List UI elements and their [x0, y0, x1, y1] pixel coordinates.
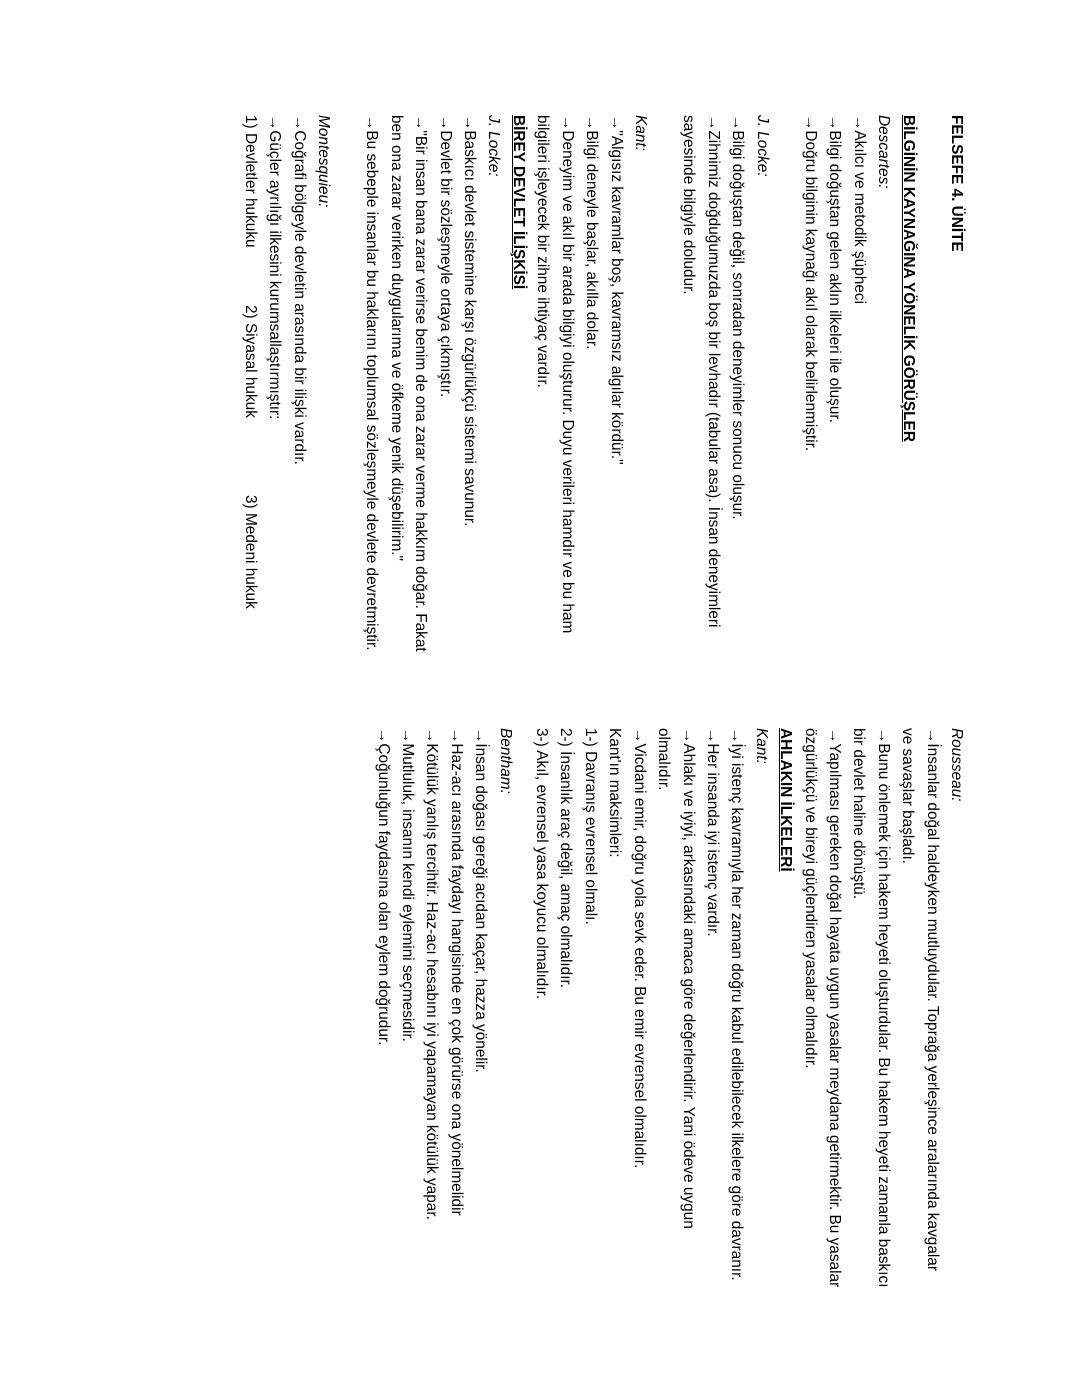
- locke-point-1: →Bilgi doğuştan değil, sonradan deneyimler sonucu oluşur.: [729, 115, 747, 520]
- section-heading-individual-state: BİREY DEVLET İLİŞKİSİ: [509, 115, 527, 290]
- bentham-point-3: →Kötülük yanlış tercihtir. Haz-acı hesabını iyi yapamayan kötülük yapar.: [423, 728, 441, 1220]
- bentham-point-1: →İnsan doğası gereği acıdan kaçar, hazza yönelir.: [472, 728, 490, 1073]
- montesquieu-point-2: →Güçler ayrılığı ilkesini kurumsallaştırmıştır:: [266, 115, 284, 420]
- ethics-kant-point-4: →Vicdani emir, doğru yola sevk eder. Bu emir evrensel olmalıdır.: [630, 728, 648, 1169]
- law-type-3: 3) Medeni hukuk: [241, 495, 259, 609]
- philosopher-locke: J. Locke:: [753, 115, 771, 177]
- state-point-4: →Bu sebeple insanlar bu haklarını toplumsal sözleşmeyle devlete devretmiştir.: [363, 115, 381, 651]
- kant-point-1: →"Algısız kavramlar boş, kavramsız algılar kördür.": [607, 115, 625, 465]
- philosopher-rousseau: Rousseau:: [948, 728, 965, 802]
- section-heading-knowledge-source: BİLGİNİN KAYNAĞINA YÖNELİK GÖRÜŞLER: [899, 115, 917, 442]
- left-column: [237, 115, 968, 660]
- ethics-kant-point-1: →İyi istenç kavramıyla her zaman doğru kabul edilebilecek ilkelere göre davranır.: [728, 728, 746, 1281]
- section-heading-ethics: AHLAKIN İLKELERİ: [777, 728, 795, 872]
- law-types-row: [237, 115, 261, 660]
- rousseau-point-1: →İnsanlar doğal haldeyken mutluydular. Toprağa yerleşince aralarında kavgalar ve savaşlar başladı.: [899, 728, 941, 1271]
- philosopher-kant: Kant:: [631, 115, 649, 151]
- kant-maxim-1: 1-) Davranış evrensel olmalı.: [581, 728, 599, 925]
- bentham-point-5: →Çoğunluğun faydasına olan eylem doğrudur.: [374, 728, 392, 1046]
- rousseau-point-3: →Yapılması gereken doğal hayata uygun yasalar meydana getirmektir. Bu yasalar özgürlükçü ve bireyi güçlendiren yasalar olmalıdır.: [801, 728, 843, 1288]
- descartes-point-1: →Akılcı ve metodik şüpheci: [850, 115, 868, 305]
- bentham-point-4: →Mutluluk, insanın kendi eylemini seçmesidir.: [399, 728, 417, 1042]
- philosopher-montesquieu: Montesquieu:: [315, 115, 333, 208]
- kant-maxim-3: 3-) Akıl, evrensel yasa koyucu olmalıdır.: [533, 728, 551, 1000]
- state-point-2: →Devlet bir sözleşmeyle ortaya çıkmıştır.: [436, 115, 454, 398]
- descartes-point-3: →Doğru bilginin kaynağı akıl olarak belirlenmiştir.: [801, 115, 819, 452]
- right-column: [370, 728, 968, 1288]
- state-point-3: →"Bir insan bana zarar verirse benim de ona zarar verme hakkım doğar. Fakat ben ona zarar verirken duygularıma ve öfkeme yenik düşebilirim.": [387, 115, 430, 652]
- philosopher-bentham: Bentham:: [496, 728, 514, 794]
- kant-point-2: →Bilgi deneyle başlar, akılla dolar.: [583, 115, 601, 350]
- kant-maxims-label: Kant'ın maksimleri:: [606, 728, 624, 858]
- rousseau-point-2: →Bunu önlemek için hakem heyeti oluşturdular. Bu hakem heyeti zamanla baskıcı bir devlet haline dönüştü.: [850, 728, 892, 1288]
- law-type-1: 1) Devletler hukuku: [241, 115, 259, 248]
- locke-point-2: →Zihnimiz doğduğumuzda boş bir levhadır (tabular asa). İnsan deneyimleri sayesinde bilgiyle doludur.: [680, 115, 722, 628]
- page-title: FELSEFE 4. ÜNİTE: [948, 115, 965, 252]
- law-type-2: 2) Siyasal hukuk: [241, 305, 259, 418]
- state-point-1: →Baskıcı devlet sistemine karşı özgürlükçü sistemi savunur.: [461, 115, 479, 527]
- descartes-point-2: →Bilgi doğuştan gelen aklın ilkeleri ile oluşur.: [826, 115, 844, 423]
- philosopher-descartes: Descartes:: [875, 115, 893, 189]
- kant-maxim-2: 2-) İnsanlık araç değil, amaç olmalıdır.: [557, 728, 575, 989]
- ethics-kant-point-3: →Ahlakı ve iyiyi, arkasındaki amaca göre değerlendirir. Yani ödeve uygun olmalıdır.: [655, 728, 697, 1229]
- philosopher-locke-2: J. Locke:: [485, 115, 503, 177]
- kant-point-3: →Deneyim ve akıl bir arada bilgiyi oluşturur. Duyu verileri hamdır ve bu ham bilgileri işleyecek bir zihne ihtiyaç vardır.: [534, 115, 576, 634]
- philosopher-kant-2: Kant:: [752, 728, 770, 764]
- ethics-kant-point-2: →Her insanda iyi istenç vardır.: [703, 728, 721, 937]
- bentham-point-2: →Haz-acı arasında faydayı hangisinde en çok görürse ona yönelmelidir: [447, 728, 465, 1216]
- montesquieu-point-1: →Coğrafi bölgeyle devletin arasında bir ilişki vardır.: [290, 115, 308, 465]
